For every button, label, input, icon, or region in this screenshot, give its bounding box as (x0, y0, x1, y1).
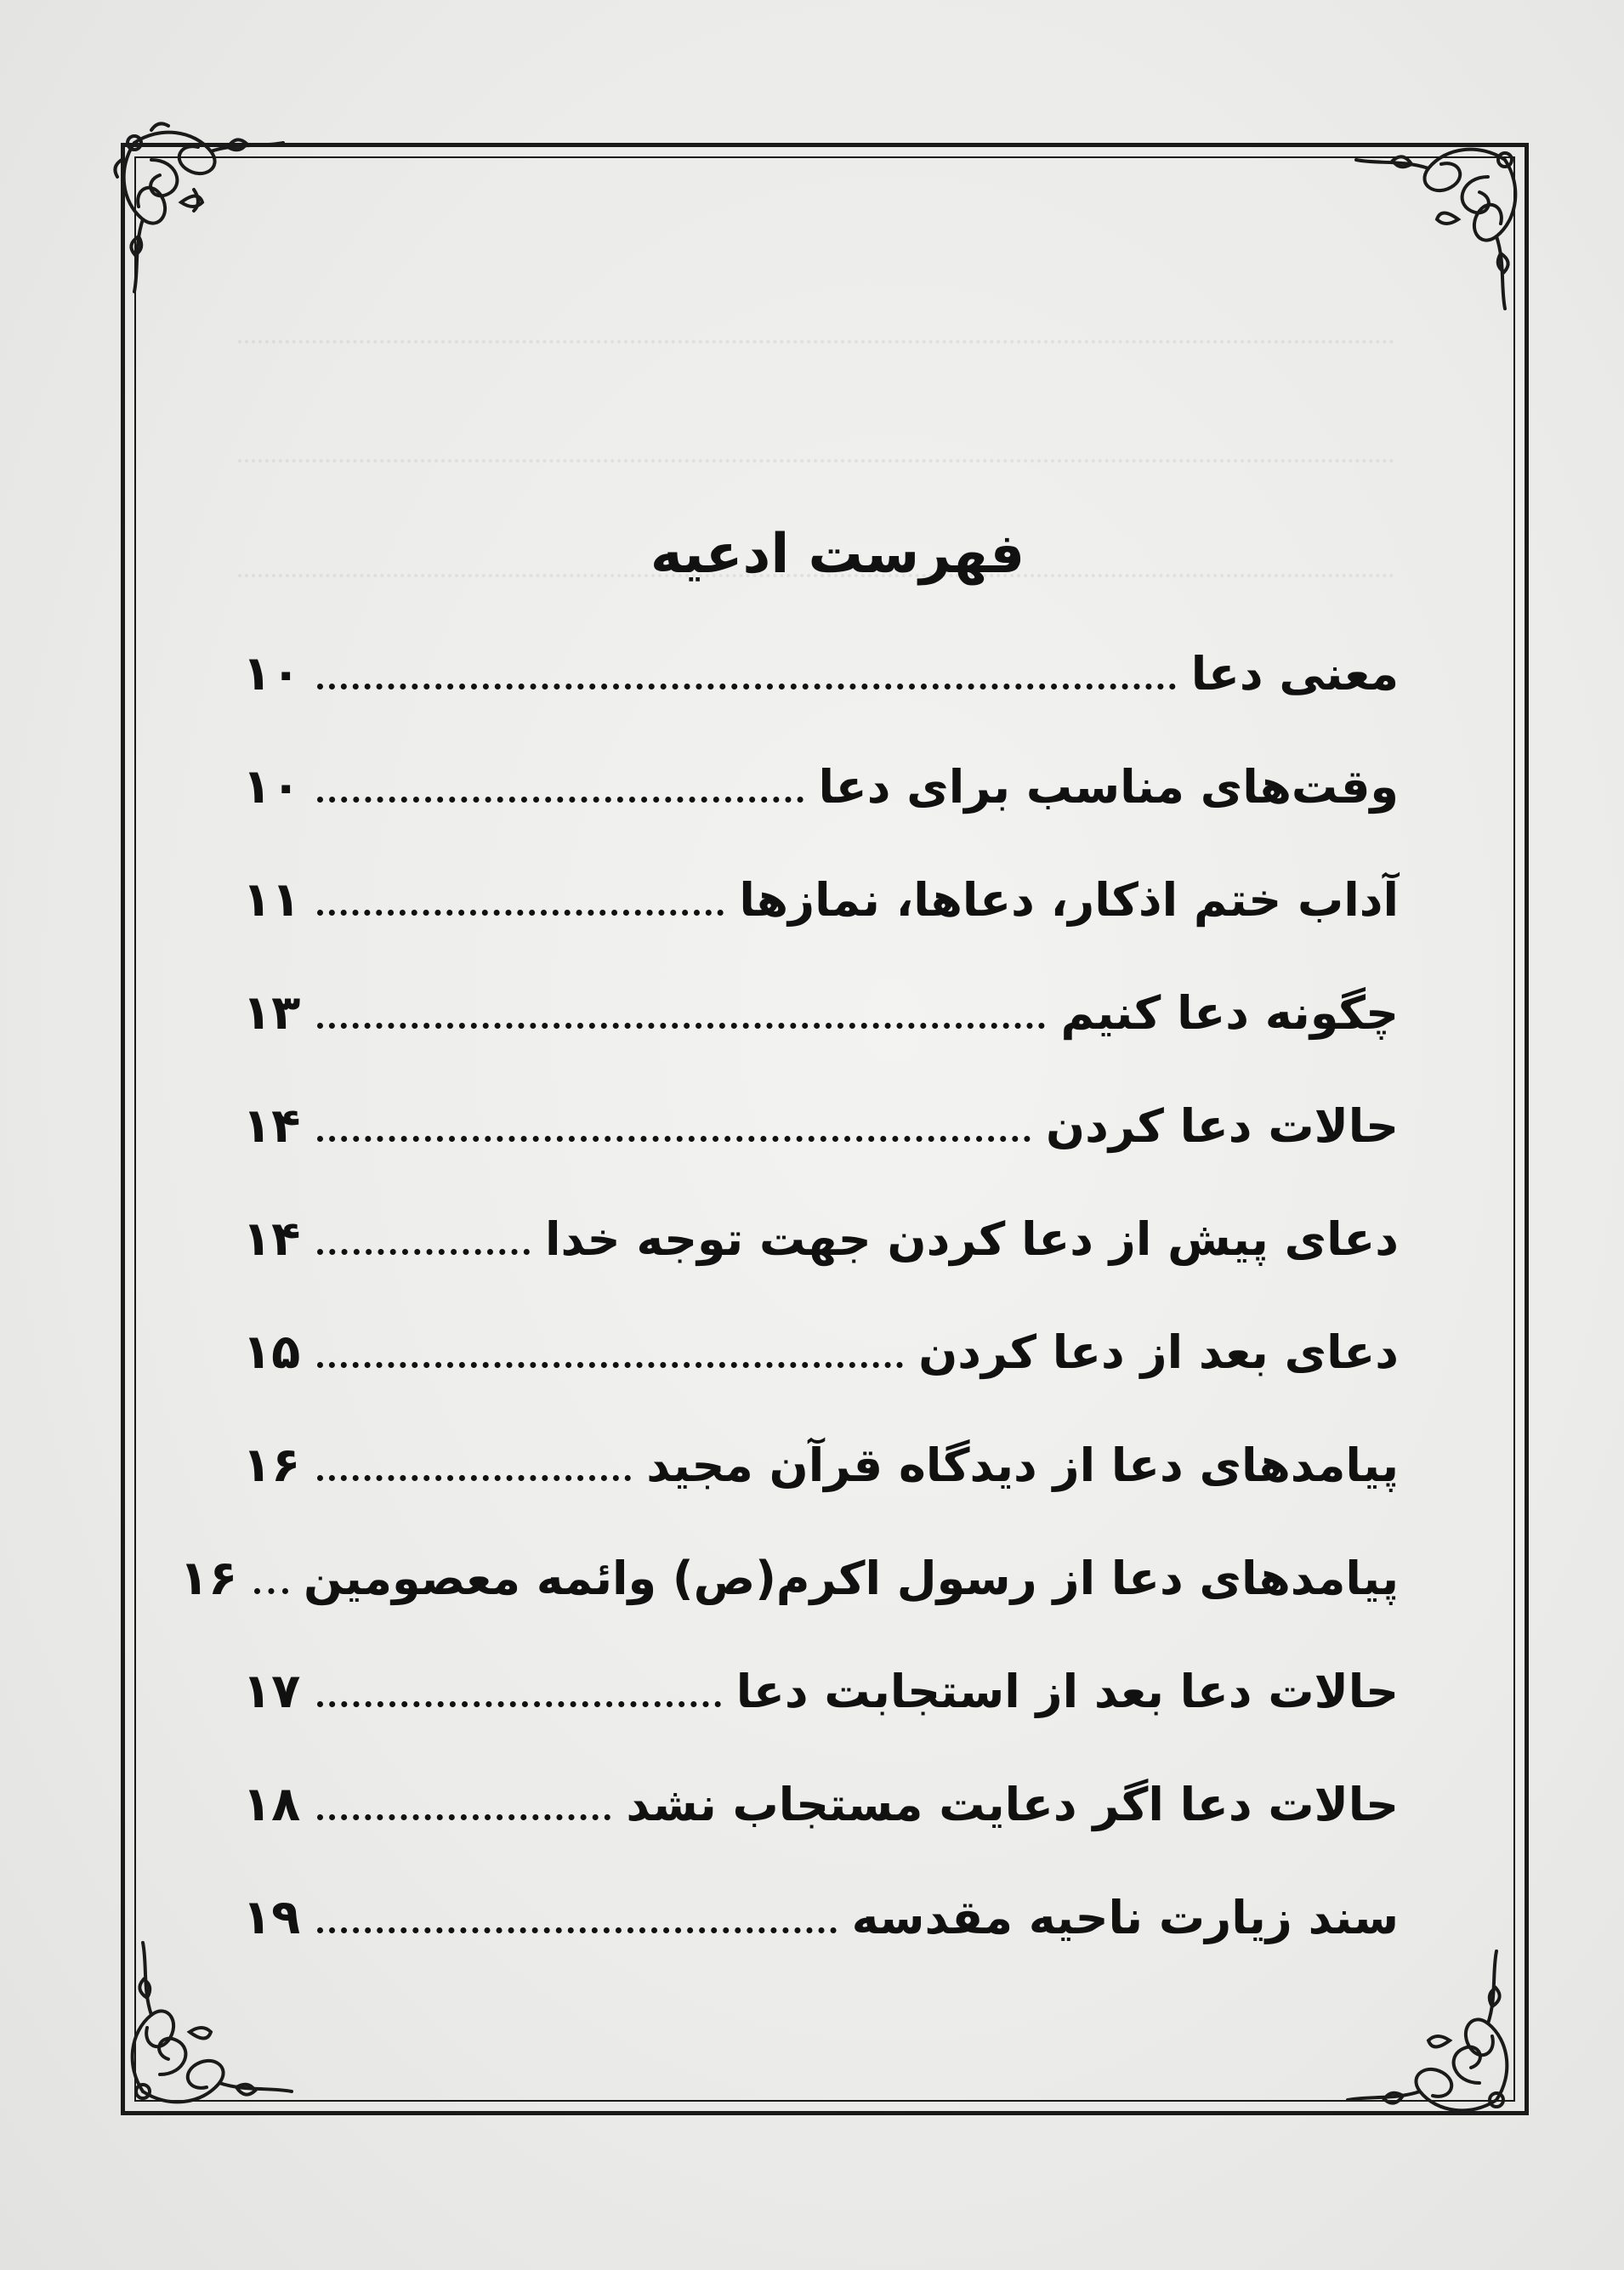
toc-entry-title: آداب ختم اذکار، دعاها، نمازها (739, 873, 1399, 927)
toc-entry[interactable] (242, 985, 1399, 1098)
toc-entry-title: معنی دعا (1190, 647, 1399, 701)
dot-leader (317, 1023, 1045, 1029)
toc-entry[interactable] (242, 759, 1399, 872)
toc-entry-page-number: ۱۸ (242, 1777, 301, 1832)
toc-entry[interactable] (242, 1438, 1399, 1551)
dot-leader (317, 1249, 530, 1255)
table-of-contents (179, 646, 1399, 2003)
page-title: فهرست ادعیه (650, 523, 1025, 586)
toc-entry-page-number: ۱۶ (242, 1438, 301, 1493)
dot-leader (317, 797, 803, 803)
toc-entry-title: دعای بعد از دعا کردن (918, 1325, 1399, 1379)
toc-entry-page-number: ۱۷ (242, 1664, 301, 1719)
toc-entry-page-number: ۱۶ (179, 1551, 238, 1606)
toc-entry-title: سند زیارت ناحیه مقدسه (851, 1891, 1399, 1944)
toc-entry-title: وقت‌های مناسب برای دعا (818, 760, 1399, 814)
toc-entry[interactable] (242, 1777, 1399, 1890)
toc-entry[interactable] (242, 872, 1399, 985)
toc-entry-title: پیامدهای دعا از رسول اکرم(ص) وائمه معصومین (303, 1552, 1399, 1605)
dot-leader (317, 684, 1176, 690)
toc-entry-page-number: ۱۰ (242, 759, 301, 814)
toc-entry-title: حالات دعا کردن (1046, 1099, 1399, 1153)
toc-entry[interactable] (179, 1551, 1399, 1664)
toc-entry-title: حالات دعا اگر دعایت مستجاب نشد (626, 1778, 1399, 1831)
dot-leader (317, 1475, 631, 1481)
toc-entry[interactable] (242, 1890, 1399, 2003)
toc-entry-title: دعای پیش از دعا کردن جهت توجه خدا (544, 1212, 1399, 1266)
toc-entry-page-number: ۱۹ (242, 1890, 301, 1945)
toc-entry[interactable] (242, 1664, 1399, 1777)
toc-entry-page-number: ۱۰ (242, 646, 301, 701)
toc-entry[interactable] (242, 646, 1399, 759)
dot-leader (317, 1136, 1031, 1142)
floral-corner-ornament-icon (1343, 126, 1539, 321)
toc-entry-title: حالات دعا بعد از استجابت دعا (735, 1665, 1399, 1718)
dot-leader (317, 1362, 903, 1368)
toc-entry[interactable] (242, 1098, 1399, 1212)
toc-entry[interactable] (242, 1325, 1399, 1438)
toc-entry-page-number: ۱۴ (242, 1212, 301, 1267)
floral-corner-ornament-icon (100, 109, 296, 304)
toc-entry-title: چگونه دعا کنیم (1060, 986, 1399, 1040)
dot-leader (317, 1701, 721, 1707)
toc-entry-title: پیامدهای دعا از دیدگاه قرآن مجید (646, 1439, 1399, 1492)
dot-leader (254, 1588, 288, 1594)
toc-entry-page-number: ۱۴ (242, 1098, 301, 1154)
toc-entry[interactable] (242, 1212, 1399, 1325)
toc-entry-page-number: ۱۳ (242, 985, 301, 1041)
toc-entry-page-number: ۱۱ (242, 872, 301, 928)
toc-entry-page-number: ۱۵ (242, 1325, 301, 1380)
dot-leader (317, 910, 724, 916)
dot-leader (317, 1814, 610, 1820)
dot-leader (317, 1927, 837, 1933)
